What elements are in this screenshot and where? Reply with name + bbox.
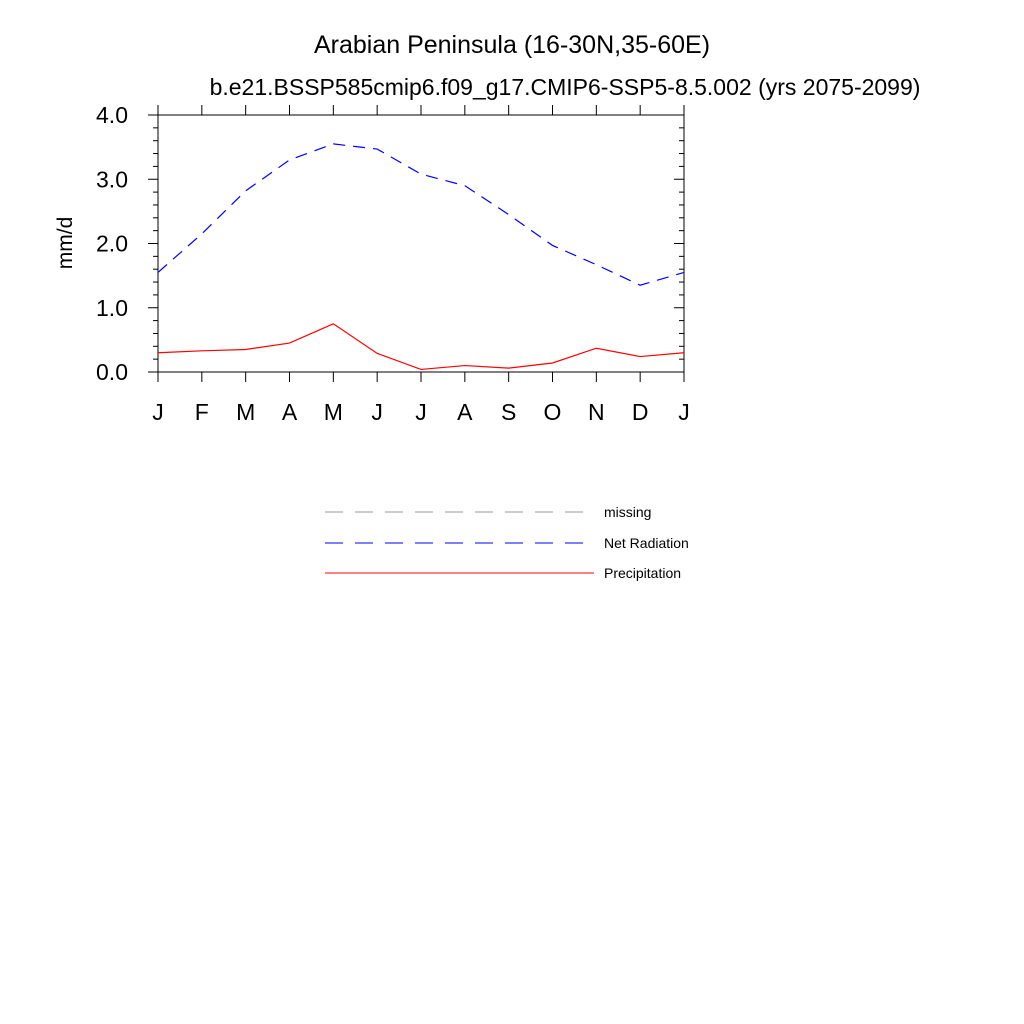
y-axis-label: mm/d: [54, 216, 77, 270]
x-tick-label: J: [678, 399, 690, 425]
x-tick-label: S: [500, 399, 517, 425]
legend: [325, 504, 689, 581]
legend-label: Net Radiation: [604, 535, 689, 551]
y-tick-label: 3.0: [96, 166, 128, 193]
x-tick-label: A: [281, 399, 298, 425]
y-tick-label: 4.0: [96, 102, 128, 128]
chart-title: Arabian Peninsula (16-30N,35-60E): [313, 31, 711, 59]
x-tick-label: J: [152, 399, 164, 425]
legend-label: Precipitation: [604, 565, 682, 581]
x-tick-label: D: [631, 399, 649, 425]
x-tick-label: J: [415, 399, 427, 425]
series-line-precipitation: [158, 324, 684, 370]
x-tick-label: M: [323, 399, 343, 425]
plot-frame: [158, 115, 684, 372]
x-tick-label: N: [588, 399, 605, 425]
y-tick-label: 2.0: [96, 230, 128, 257]
series-line-net-radiation: [158, 144, 684, 285]
x-tick-label: J: [371, 399, 383, 425]
x-tick-label: M: [236, 399, 256, 425]
x-tick-label: A: [457, 399, 473, 425]
x-tick-label: F: [194, 399, 209, 425]
y-tick-label: 1.0: [96, 294, 128, 321]
x-tick-label: O: [543, 399, 562, 425]
chart-subtitle: b.e21.BSSP585cmip6.f09_g17.CMIP6-SSP5-8.5.002 (yrs 2075-2099): [209, 74, 921, 100]
legend-label: missing: [604, 504, 652, 520]
axis-ticks: [96, 102, 690, 425]
y-tick-label: 0.0: [96, 359, 128, 385]
series-layer: [158, 144, 684, 370]
